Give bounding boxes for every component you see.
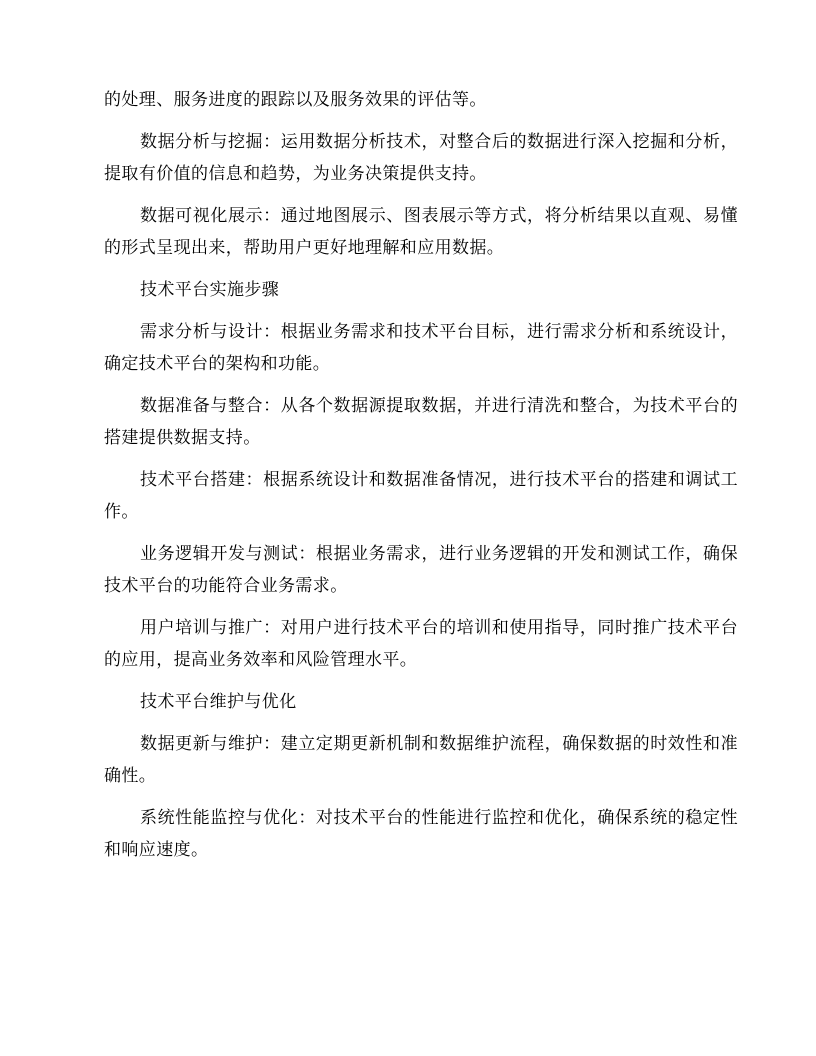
paragraph-data-visualization: 数据可视化展示：通过地图展示、图表展示等方式，将分析结果以直观、易懂的形式呈现出来，帮助用户更好地理解和应用数据。 [104, 206, 738, 258]
paragraph-performance: 系统性能监控与优化：对技术平台的性能进行监控和优化，确保系统的稳定性和响应速度。 [104, 808, 738, 860]
paragraph-data-update: 数据更新与维护：建立定期更新机制和数据维护流程，确保数据的时效性和准确性。 [104, 734, 738, 786]
paragraph-data-preparation: 数据准备与整合：从各个数据源提取数据，并进行清洗和整合，为技术平台的搭建提供数据支持。 [104, 396, 738, 448]
paragraph-logic-development: 业务逻辑开发与测试：根据业务需求，进行业务逻辑的开发和测试工作，确保技术平台的功能符合业务需求。 [104, 544, 738, 596]
paragraph-requirements: 需求分析与设计：根据业务需求和技术平台目标，进行需求分析和系统设计，确定技术平台的架构和功能。 [104, 322, 738, 374]
paragraph-data-mining: 数据分析与挖掘：运用数据分析技术，对整合后的数据进行深入挖掘和分析，提取有价值的信息和趋势，为业务决策提供支持。 [104, 132, 738, 184]
body-text [104, 84, 738, 866]
paragraph-continuation: 的处理、服务进度的跟踪以及服务效果的评估等。 [104, 90, 487, 110]
section-heading-maintenance: 技术平台维护与优化 [140, 692, 297, 712]
section-heading-implementation: 技术平台实施步骤 [140, 280, 280, 300]
paragraph-user-training: 用户培训与推广：对用户进行技术平台的培训和使用指导，同时推广技术平台的应用，提高业务效率和风险管理水平。 [104, 618, 738, 670]
paragraph-platform-build: 技术平台搭建：根据系统设计和数据准备情况，进行技术平台的搭建和调试工作。 [104, 470, 738, 522]
